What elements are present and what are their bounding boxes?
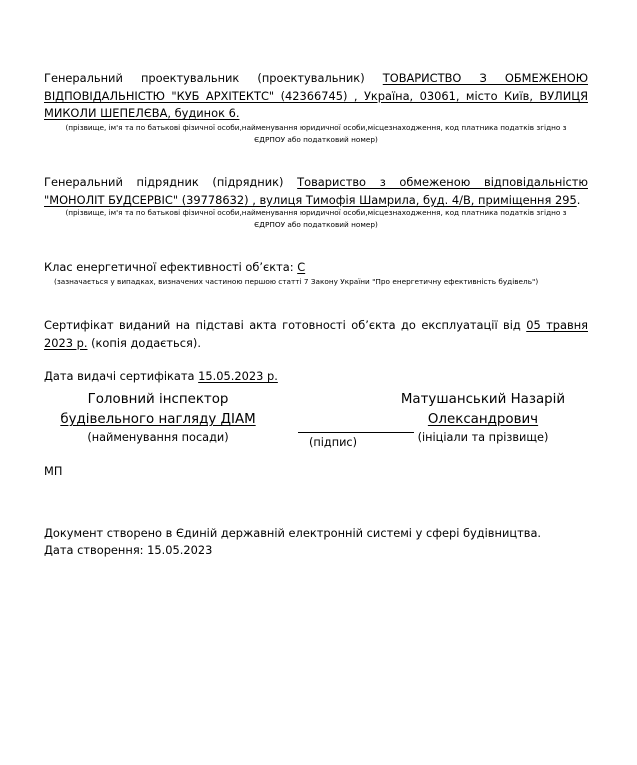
certificate-basis-suffix: (копія додається). xyxy=(91,335,201,350)
footer-line1: Документ створено в Єдиній державній електронній системі у сфері будівництва. xyxy=(44,526,542,540)
inspector-position-line2-wrap xyxy=(44,410,272,430)
energy-class-row xyxy=(44,259,588,277)
general-contractor-paragraph xyxy=(44,174,588,209)
certificate-basis-paragraph xyxy=(44,317,588,352)
general-contractor-hint-line1: (прізвище, ім'я та по батькові фізичної особи,найменування юридичної особи,місцезнаходження, код платника податків згідно з xyxy=(65,208,567,217)
signature-caption: (підпис) xyxy=(308,436,358,449)
general-designer-hint-line2: ЄДРПОУ або податковий номер) xyxy=(254,135,378,144)
general-designer-paragraph xyxy=(44,70,588,123)
energy-class-hint: (зазначається у випадках, визначених частиною першою статті 7 Закону України "Про енергетичну ефективність будівель") xyxy=(54,277,539,286)
inspector-position-line1: Головний інспектор xyxy=(87,392,229,407)
inspector-name-line1: Матушанський Назарій xyxy=(400,392,566,407)
general-contractor-suffix: . xyxy=(576,192,581,207)
general-contractor-hint xyxy=(44,207,588,231)
footer-created-label: Дата створення: xyxy=(44,543,144,557)
name-caption: (ініціали та прізвище) xyxy=(417,431,549,444)
general-contractor-label: Генеральний підрядник (підрядник) xyxy=(44,175,284,189)
general-designer-hint-line1: (прізвище, ім'я та по батькові фізичної особи,найменування юридичної особи,місцезнаходження, код платника податків згідно з xyxy=(65,123,567,132)
general-contractor-hint-line2: ЄДРПОУ або податковий номер) xyxy=(254,220,378,229)
issue-date-label: Дата видачі сертифіката xyxy=(44,369,195,383)
energy-class-label: Клас енергетичної ефективності об’єкта: xyxy=(44,260,294,274)
general-contractor-value: Товариство з обмеженою відповідальністю "МОНОЛІТ БУДСЕРВІС" (39778632) , вулиця Тимофія Шамрила, буд. 4/В, приміщення 295 xyxy=(44,175,588,207)
issue-date-row xyxy=(44,368,588,386)
general-designer-hint xyxy=(44,122,588,146)
inspector-name-line2: Олександрович xyxy=(427,412,539,427)
footer-created-value: 15.05.2023 xyxy=(147,543,213,557)
issue-date-value: 15.05.2023 р. xyxy=(198,369,278,383)
general-designer-value: ТОВАРИСТВО З ОБМЕЖЕНОЮ ВІДПОВІДАЛЬНІСТЮ "КУБ АРХІТЕКТС" (42366745) , Україна, 03061, місто Київ, ВУЛИЦЯ МИКОЛИ ШЕПЕЛЄВА, будинок 6. xyxy=(44,71,589,120)
stamp-label: МП xyxy=(44,464,63,478)
energy-class-value: С xyxy=(297,260,306,274)
general-designer-label: Генеральний проектувальник (проектувальник) xyxy=(44,71,365,85)
footer-created-row xyxy=(44,542,588,560)
inspector-position-line2: будівельного нагляду ДІАМ xyxy=(60,412,256,427)
certificate-basis-text: Сертифікат виданий на підставі акта готовності об’єкта до експлуатації від xyxy=(44,318,521,332)
certificate-basis-date: 05 травня 2023 р. xyxy=(44,318,588,350)
position-caption: (найменування посади) xyxy=(87,431,229,444)
inspector-name-line2-wrap xyxy=(396,410,570,430)
